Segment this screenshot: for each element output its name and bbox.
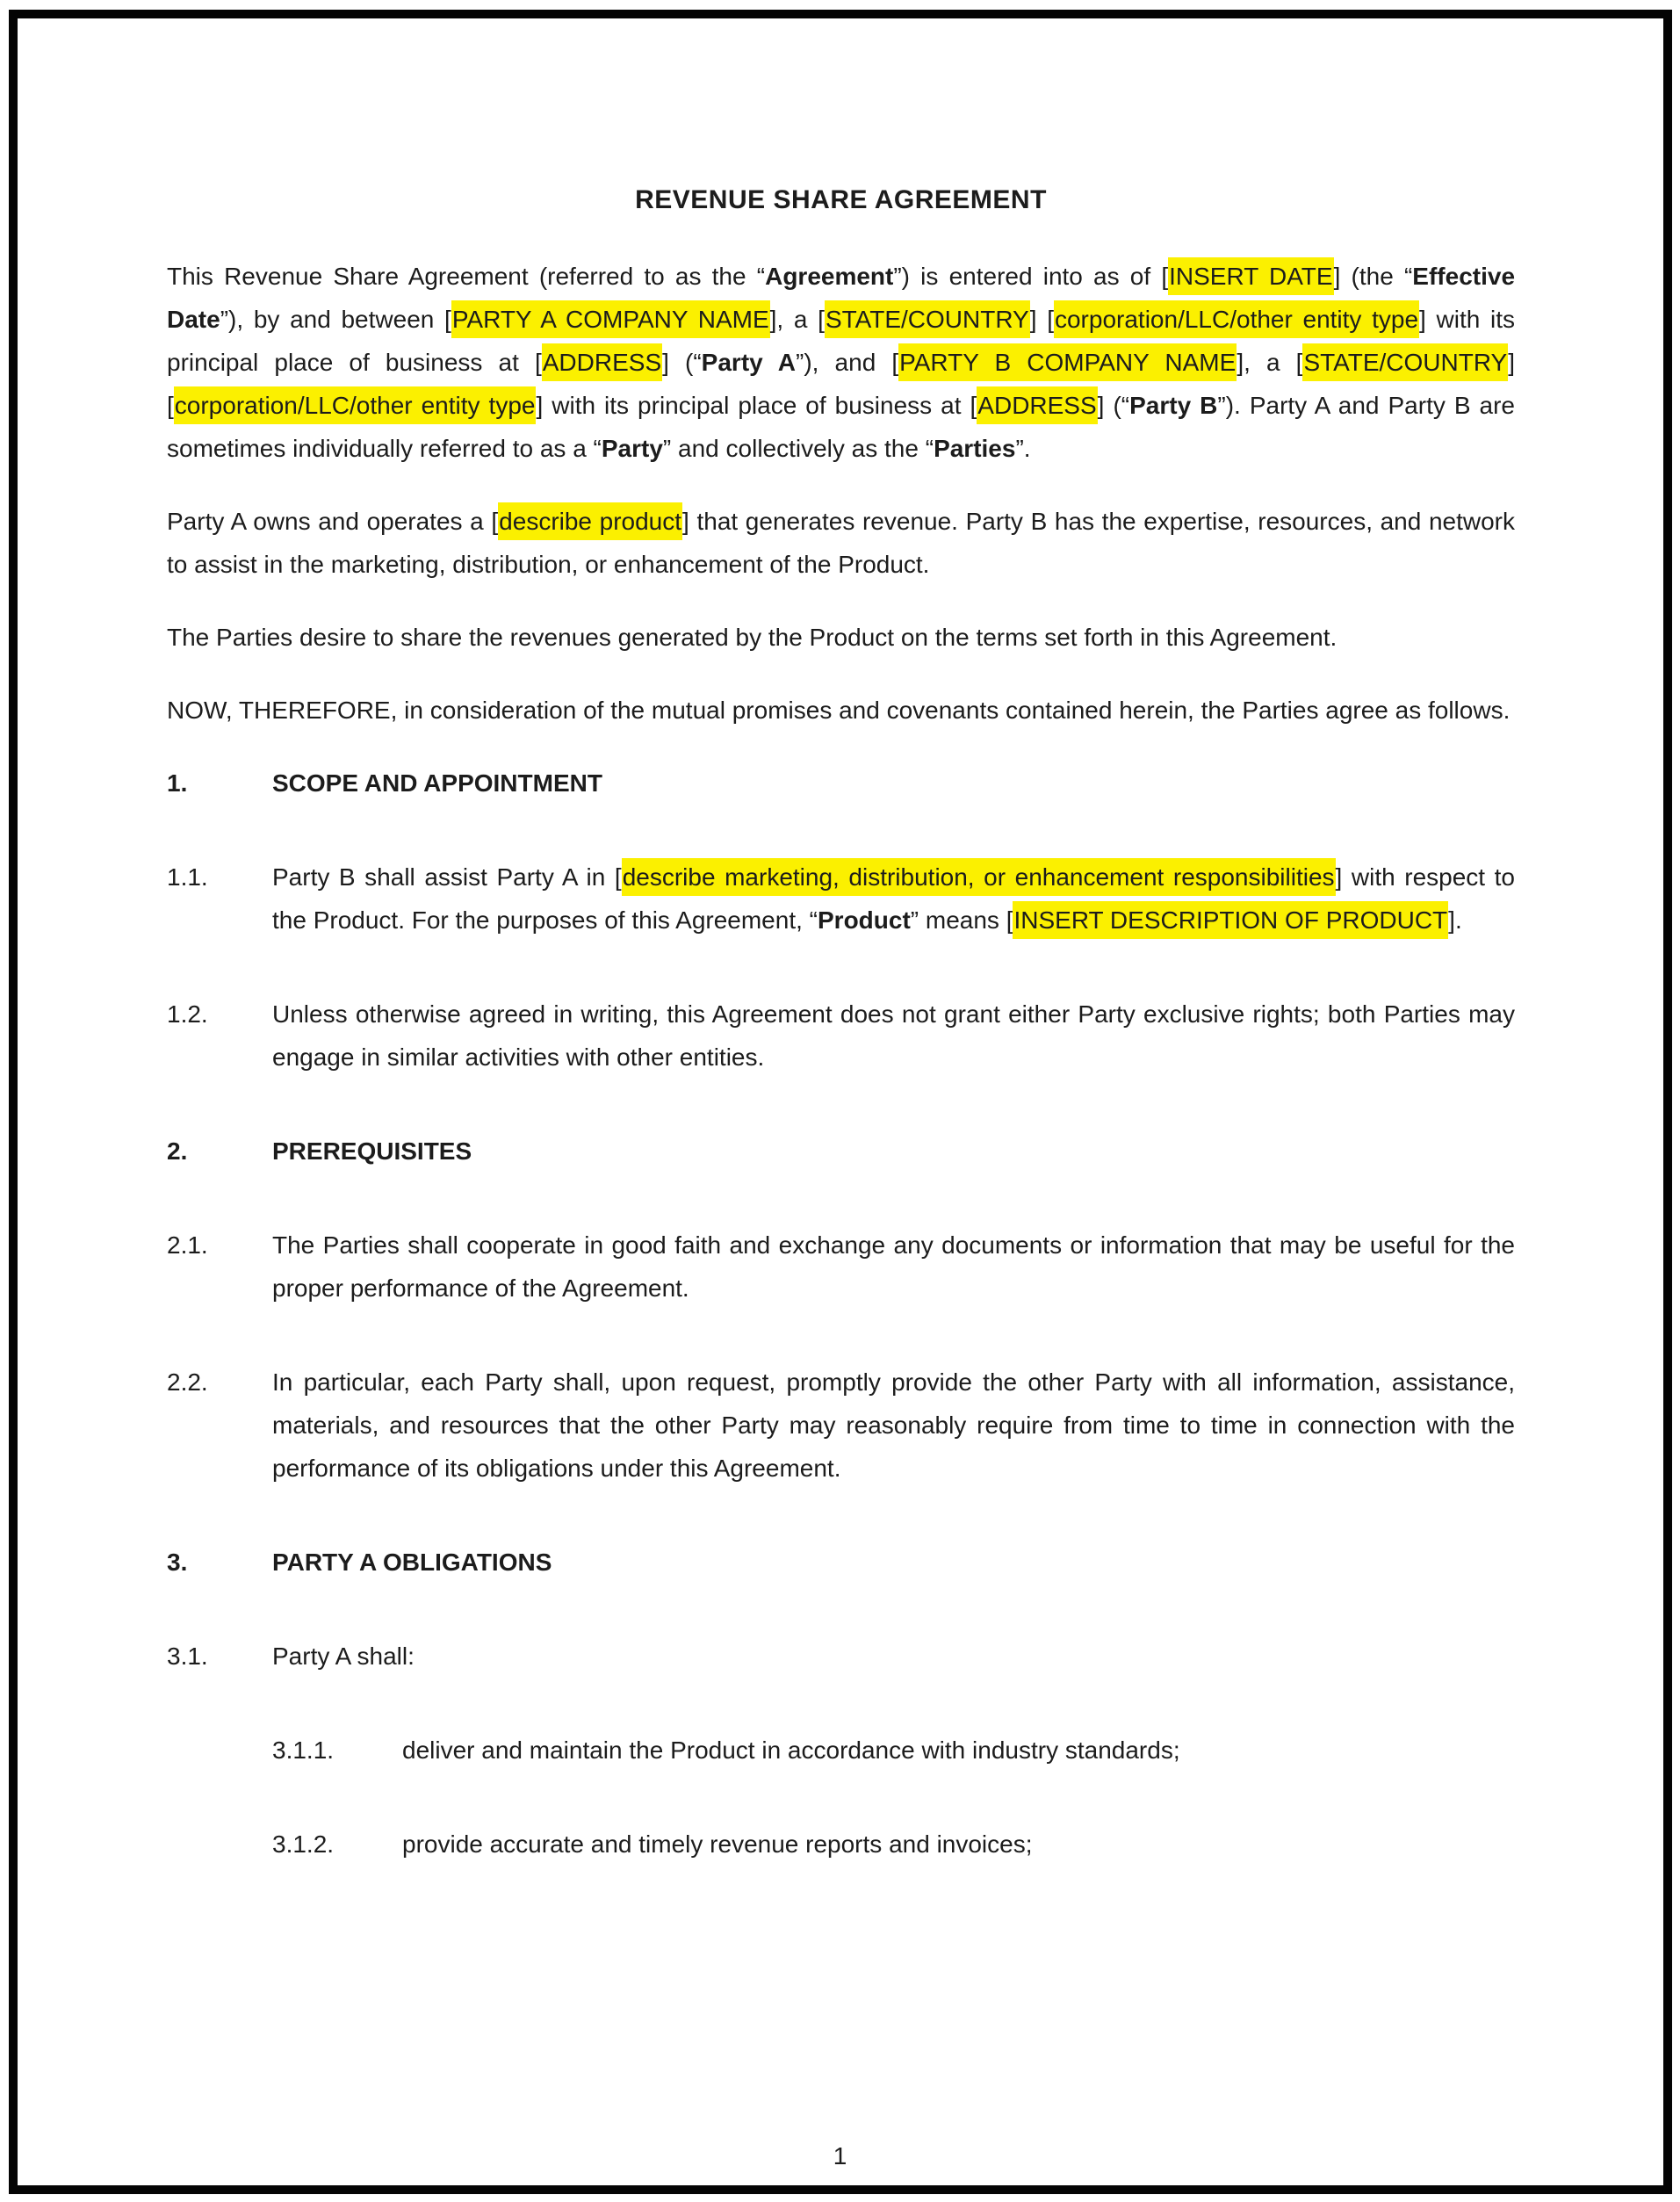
- text-run: ] with its principal place of business at [: [536, 392, 977, 419]
- section-heading-label: [272, 1549, 552, 1576]
- clause-number: 2.1.: [167, 1231, 208, 1259]
- clause-number: 1.: [167, 769, 188, 797]
- placeholder-highlight: ADDRESS: [542, 343, 662, 381]
- text-run: ] (the “: [1333, 263, 1413, 290]
- document-title: REVENUE SHARE AGREEMENT: [635, 185, 1047, 214]
- placeholder-highlight: ADDRESS: [977, 386, 1097, 424]
- numbered-clause: [167, 1635, 1515, 1678]
- text-run: ”). Party A and Party B are sometimes individually referred to as a “: [167, 392, 1515, 462]
- text-run: The Parties shall cooperate in good faith and exchange any documents or information that may be useful for the proper performance of the Agreement.: [272, 1231, 1515, 1302]
- numbered-clause: [167, 856, 1515, 942]
- text-run: ] with respect to the Product. For the purposes of this Agreement, “: [272, 863, 1515, 934]
- text-run: Party: [601, 435, 663, 462]
- text-run: ] [: [1029, 306, 1054, 333]
- numbered-clause: [272, 1729, 1515, 1772]
- text-run: Product: [818, 906, 911, 934]
- text-run: In particular, each Party shall, upon request, promptly provide the other Party with all information, assistance, materials, and resources that the other Party may reasonably require from time to time in connection with the performance of its obligations under this Agreement.: [272, 1368, 1515, 1482]
- text-run: PREREQUISITES: [272, 1137, 472, 1165]
- text-run: NOW, THEREFORE, in consideration of the mutual promises and covenants contained herein, the Parties agree as follows.: [167, 697, 1511, 724]
- clause-number: 2.: [167, 1137, 188, 1165]
- text-run: This Revenue Share Agreement (referred to as the “: [167, 263, 766, 290]
- placeholder-highlight: INSERT DATE: [1168, 257, 1333, 295]
- text-run: ”), and [: [796, 349, 899, 376]
- text-run: PARTY A OBLIGATIONS: [272, 1549, 552, 1576]
- numbered-clause: [167, 993, 1515, 1079]
- text-run: The Parties desire to share the revenues generated by the Product on the terms set forth in this Agreement.: [167, 624, 1338, 651]
- placeholder-highlight: PARTY B COMPANY NAME: [898, 343, 1237, 381]
- text-run: SCOPE AND APPOINTMENT: [272, 769, 602, 797]
- clause-number: 3.1.: [167, 1642, 208, 1670]
- section-heading-label: [272, 769, 602, 797]
- document-body: [167, 255, 1515, 1866]
- placeholder-highlight: PARTY A COMPANY NAME: [451, 300, 770, 338]
- text-run: ”) is entered into as of [: [893, 263, 1169, 290]
- text-run: ], a [: [1237, 349, 1303, 376]
- text-run: provide accurate and timely revenue reports and invoices;: [402, 1830, 1033, 1858]
- paragraph: [167, 500, 1515, 586]
- section-heading: [167, 1541, 1515, 1584]
- document-content: [167, 178, 1515, 1917]
- text-run: Party A: [701, 349, 797, 376]
- text-run: ] that generates revenue. Party B has the expertise, resources, and network to assist in the marketing, distribution, or enhancement of the Product.: [167, 508, 1516, 578]
- text-run: Unless otherwise agreed in writing, this Agreement does not grant either Party exclusive rights; both Parties may engage in similar activities with other entities.: [272, 1000, 1515, 1071]
- text-run: ], a [: [769, 306, 825, 333]
- text-run: ].: [1448, 906, 1462, 934]
- clause-text: [272, 1000, 1515, 1071]
- clause-text: [402, 1736, 1180, 1764]
- text-run: ] (“: [1097, 392, 1130, 419]
- placeholder-highlight: STATE/COUNTRY: [825, 300, 1030, 338]
- placeholder-highlight: corporation/LLC/other entity type: [174, 386, 537, 424]
- section-heading-label: [272, 1137, 472, 1165]
- placeholder-highlight: describe product: [498, 502, 682, 540]
- text-run: ” and collectively as the “: [662, 435, 934, 462]
- clause-number: 1.1.: [167, 863, 208, 891]
- placeholder-highlight: corporation/LLC/other entity type: [1054, 300, 1419, 338]
- numbered-clause: [272, 1823, 1515, 1866]
- text-run: Party A owns and operates a [: [167, 508, 499, 535]
- numbered-clause: [167, 1361, 1515, 1490]
- placeholder-highlight: STATE/COUNTRY: [1302, 343, 1508, 381]
- page-number: 1: [833, 2142, 847, 2170]
- text-run: Party B shall assist Party A in [: [272, 863, 622, 891]
- clause-text: [272, 1642, 415, 1670]
- text-run: ”.: [1015, 435, 1031, 462]
- text-run: Effective Date: [167, 263, 1516, 333]
- clause-text: [272, 858, 1515, 939]
- clause-number: 3.1.2.: [272, 1830, 335, 1858]
- text-run: ” means [: [910, 906, 1013, 934]
- text-run: Party B: [1129, 392, 1218, 419]
- text-run: Agreement: [765, 263, 894, 290]
- text-run: Parties: [934, 435, 1016, 462]
- clause-number: 1.2.: [167, 1000, 208, 1028]
- clause-text: [402, 1830, 1033, 1858]
- placeholder-highlight: INSERT DESCRIPTION OF PRODUCT: [1013, 901, 1448, 939]
- section-heading: [167, 762, 1515, 805]
- placeholder-highlight: describe marketing, distribution, or enhancement responsibilities: [622, 858, 1336, 896]
- paragraph: [167, 255, 1515, 470]
- text-run: ”), by and between [: [220, 306, 451, 333]
- clause-text: [272, 1368, 1515, 1482]
- clause-number: 2.2.: [167, 1368, 208, 1396]
- clause-text: [272, 1231, 1515, 1302]
- paragraph: [167, 616, 1515, 659]
- text-run: deliver and maintain the Product in accordance with industry standards;: [402, 1736, 1180, 1764]
- text-run: Party A shall:: [272, 1642, 415, 1670]
- clause-number: 3.1.1.: [272, 1736, 335, 1764]
- clause-number: 3.: [167, 1549, 188, 1576]
- text-run: ] (“: [662, 349, 702, 376]
- text-run: ] with its principal place of business at [: [167, 306, 1515, 376]
- section-heading: [167, 1130, 1515, 1173]
- numbered-clause: [167, 1224, 1515, 1310]
- text-run: ] [: [167, 349, 1516, 419]
- paragraph: [167, 689, 1515, 732]
